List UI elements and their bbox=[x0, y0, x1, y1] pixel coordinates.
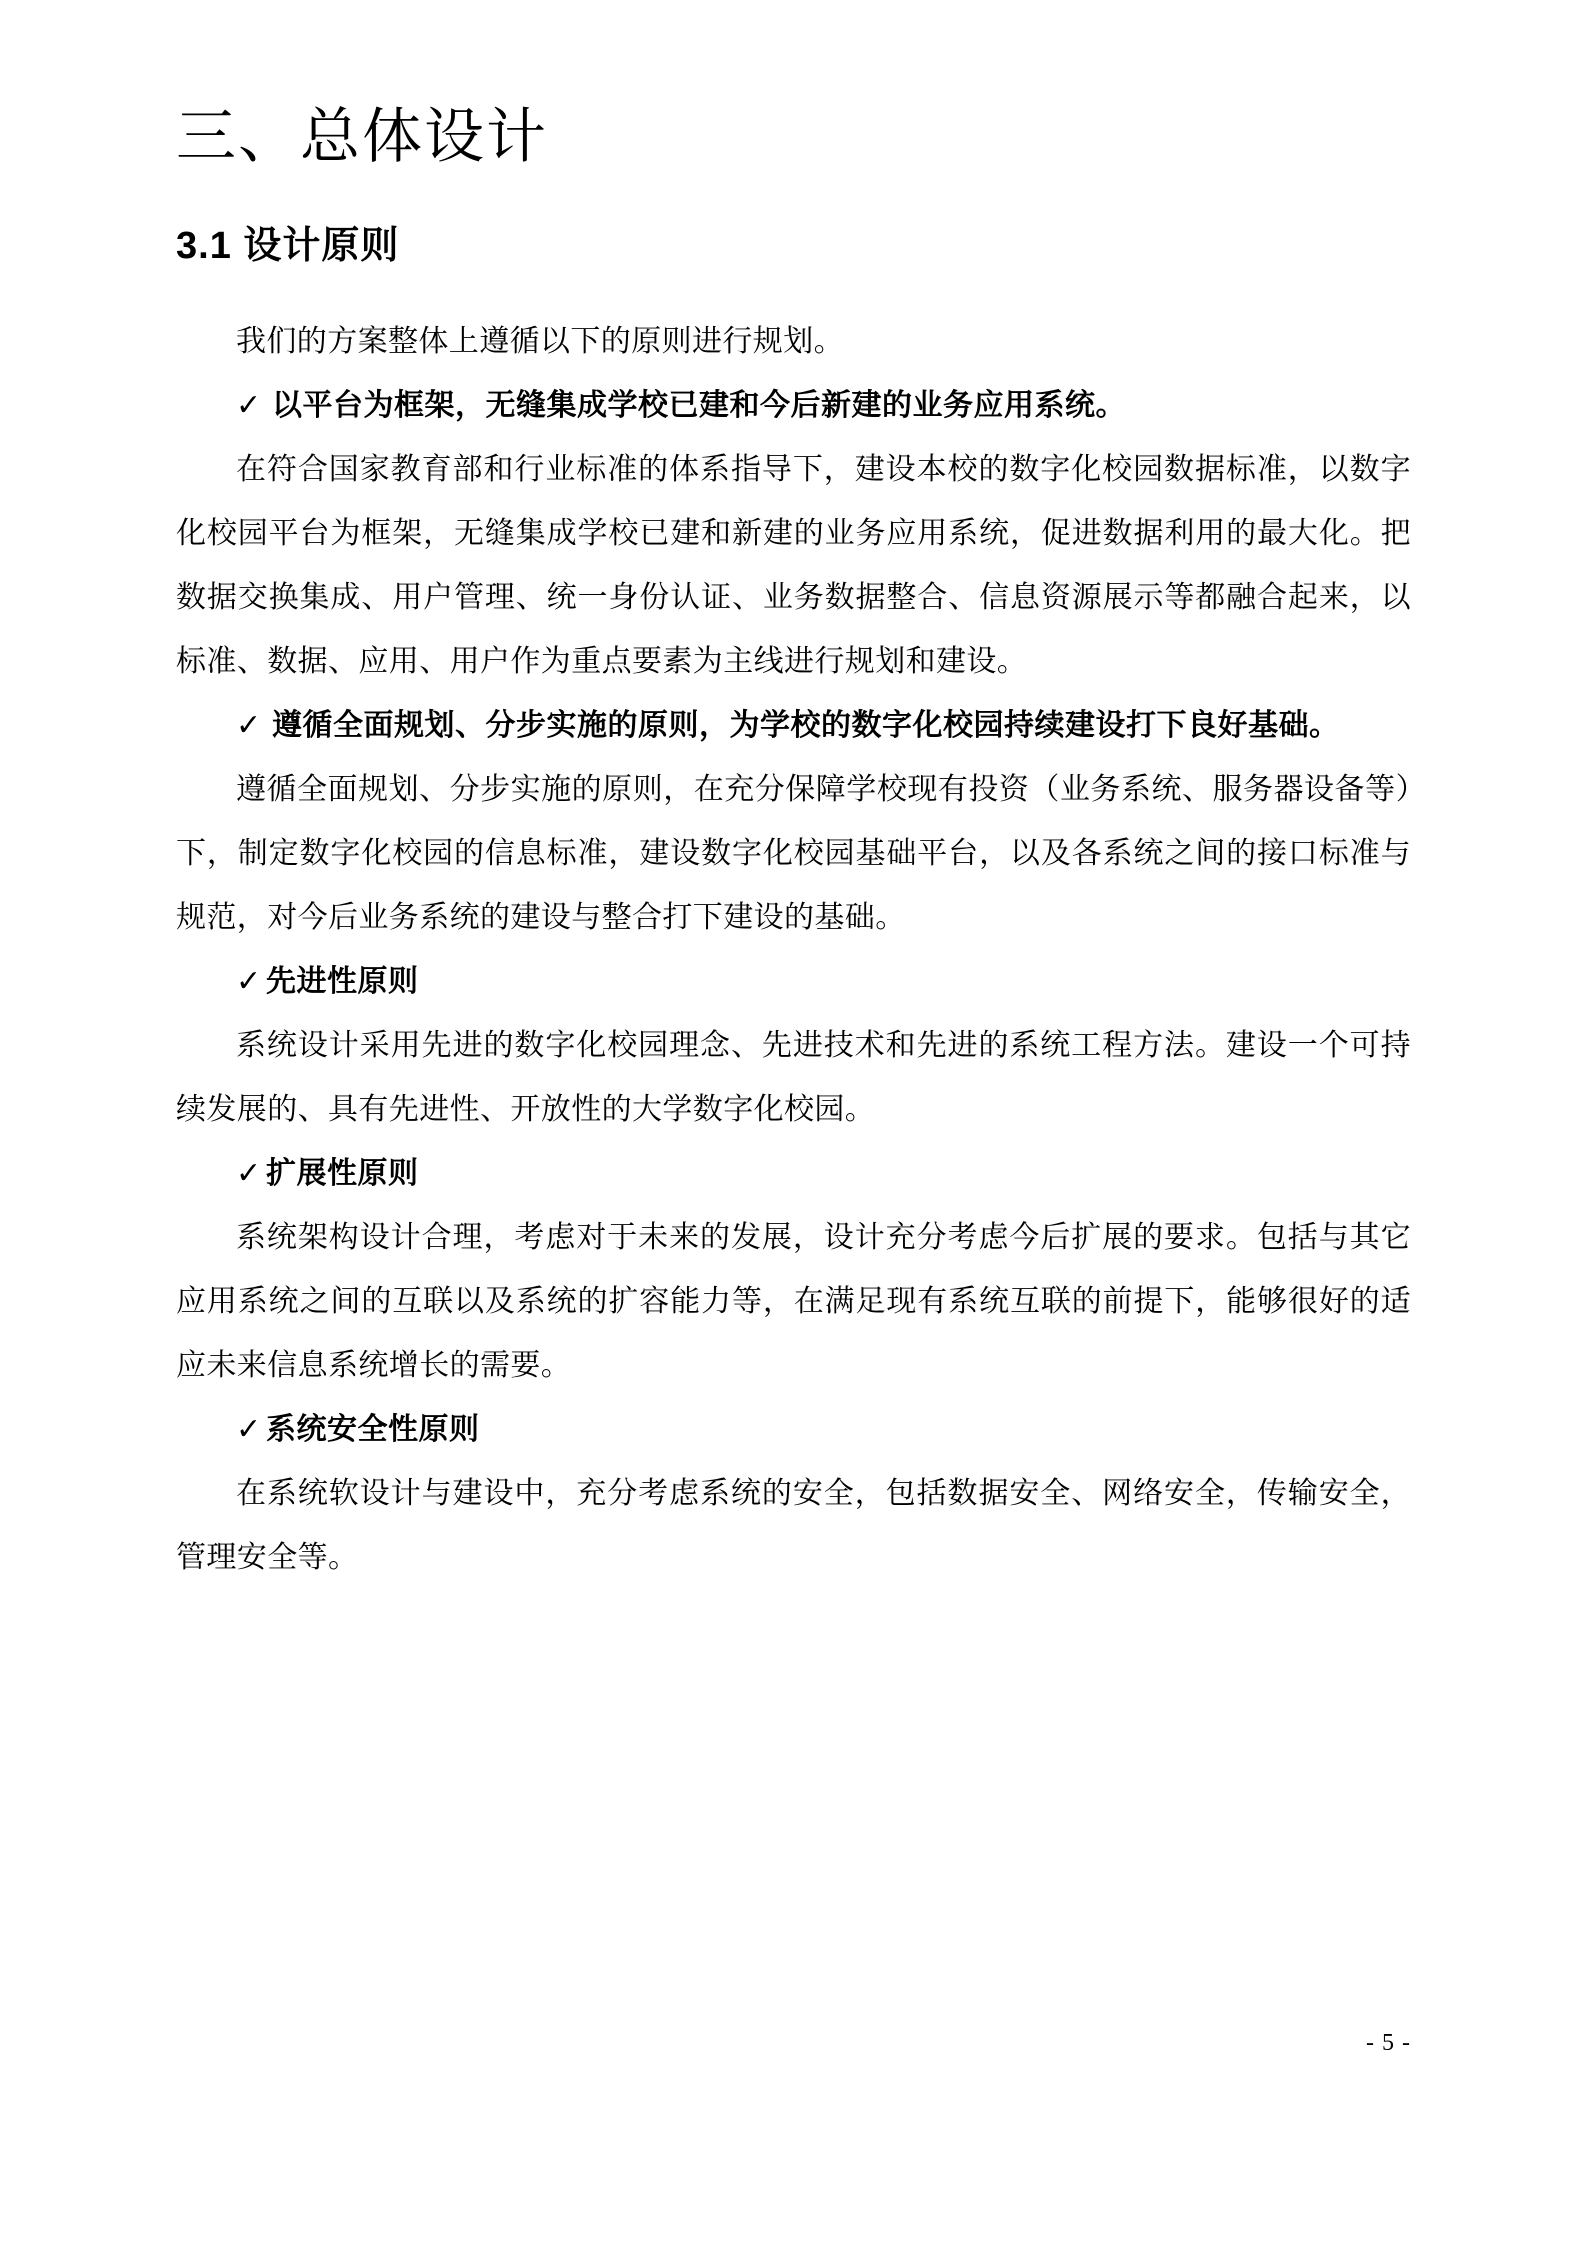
principle-title-1: 以平台为框架，无缝集成学校已建和今后新建的业务应用系统。 bbox=[272, 388, 1126, 422]
intro-paragraph: 我们的方案整体上遵循以下的原则进行规划。 bbox=[236, 324, 844, 358]
principle-title-2: 遵循全面规划、分步实施的原则，为学校的数字化校园持续建设打下良好基础。 bbox=[272, 708, 1340, 742]
page-content bbox=[176, 0, 1411, 1590]
principle-body-5: 在系统软设计与建设中，充分考虑系统的安全，包括数据安全、网络安全，传输安全，管理安全等。 bbox=[176, 1476, 1411, 1574]
principle-title-5: 系统安全性原则 bbox=[266, 1412, 480, 1446]
principle-bullet-1 bbox=[176, 374, 1411, 438]
principle-bullet-4 bbox=[176, 1142, 1411, 1206]
checkmark-icon: ✓ bbox=[236, 963, 262, 999]
principle-body-2: 遵循全面规划、分步实施的原则，在充分保障学校现有投资（业务系统、服务器设备等）下，制定数字化校园的信息标准，建设数字化校园基础平台，以及各系统之间的接口标准与规范，对今后业务系统的建设与整合打下建设的基础。 bbox=[176, 772, 1411, 934]
principle-bullet-3 bbox=[176, 950, 1411, 1014]
section-heading: 3.1 设计原则 bbox=[176, 225, 400, 267]
checkmark-icon: ✓ bbox=[236, 1411, 262, 1447]
principle-title-4: 扩展性原则 bbox=[266, 1156, 419, 1190]
principle-bullet-5 bbox=[176, 1398, 1411, 1462]
page-number: - 5 - bbox=[1366, 2030, 1411, 2056]
checkmark-icon: ✓ bbox=[236, 1155, 262, 1191]
principle-body-1: 在符合国家教育部和行业标准的体系指导下，建设本校的数字化校园数据标准，以数字化校园平台为框架，无缝集成学校已建和新建的业务应用系统，促进数据利用的最大化。把数据交换集成、用户管理、统一身份认证、业务数据整合、信息资源展示等都融合起来，以标准、数据、应用、用户作为重点要素为主线进行规划和建设。 bbox=[176, 452, 1411, 678]
principle-bullet-2 bbox=[176, 694, 1411, 758]
checkmark-icon: ✓ bbox=[236, 387, 262, 423]
principle-body-3: 系统设计采用先进的数字化校园理念、先进技术和先进的系统工程方法。建设一个可持续发展的、具有先进性、开放性的大学数字化校园。 bbox=[176, 1028, 1411, 1126]
principle-body-4: 系统架构设计合理，考虑对于未来的发展，设计充分考虑今后扩展的要求。包括与其它应用系统之间的互联以及系统的扩容能力等，在满足现有系统互联的前提下，能够很好的适应未来信息系统增长的需要。 bbox=[176, 1220, 1411, 1382]
principle-title-3: 先进性原则 bbox=[266, 964, 419, 998]
chapter-heading: 三、总体设计 bbox=[176, 103, 548, 170]
checkmark-icon: ✓ bbox=[236, 707, 262, 743]
